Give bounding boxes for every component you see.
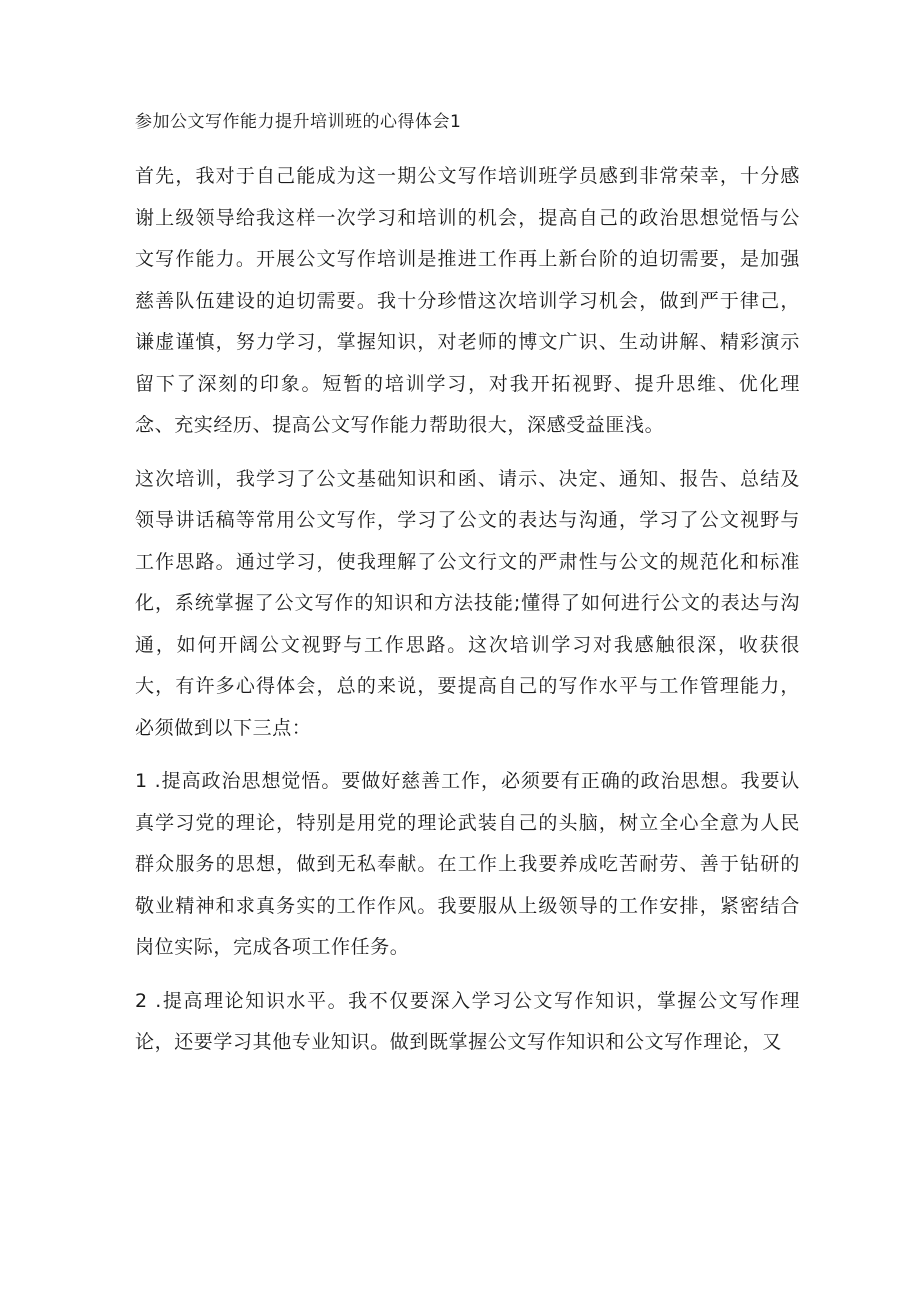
document-body (135, 110, 800, 1076)
paragraph-point-1: 1 .提高政治思想觉悟。要做好慈善工作，必须要有正确的政治思想。我要认真学习党的理论，特别是用党的理论武装自己的头脑，树立全心全意为人民群众服务的思想，做到无私奉献。在工作上我要养成吃苦耐劳、善于钻研的敬业精神和求真务实的工作作风。我要服从上级领导的工作安排，紧密结合岗位实际，完成各项工作任务。 (135, 770, 800, 958)
paragraph-training-content: 这次培训，我学习了公文基础知识和函、请示、决定、通知、报告、总结及领导讲话稿等常用公文写作，学习了公文的表达与沟通，学习了公文视野与工作思路。通过学习，使我理解了公文行文的严肃性与公文的规范化和标准化，系统掌握了公文写作的知识和方法技能;懂得了如何进行公文的表达与沟通，如何开阔公文视野与工作思路。这次培训学习对我感触很深，收获很大，有许多心得体会，总的来说，要提高自己的写作水平与工作管理能力，必须做到以下三点： (135, 467, 800, 739)
paragraph-point-2: 2 .提高理论知识水平。我不仅要深入学习公文写作知识，掌握公文写作理论，还要学习其他专业知识。做到既掌握公文写作知识和公文写作理论，又 (135, 989, 800, 1053)
paragraph-intro: 首先，我对于自己能成为这一期公文写作培训班学员感到非常荣幸，十分感谢上级领导给我这样一次学习和培训的机会，提高自己的政治思想觉悟与公文写作能力。开展公文写作培训是推进工作再上新台阶的迫切需要，是加强慈善队伍建设的迫切需要。我十分珍惜这次培训学习机会，做到严于律己，谦虚谨慎，努力学习，掌握知识，对老师的博文广识、生动讲解、精彩演示留下了深刻的印象。短暂的培训学习，对我开拓视野、提升思维、优化理念、充实经历、提高公文写作能力帮助很大，深感受益匪浅。 (135, 165, 800, 436)
document-title: 参加公文写作能力提升培训班的心得体会1 (135, 112, 462, 132)
